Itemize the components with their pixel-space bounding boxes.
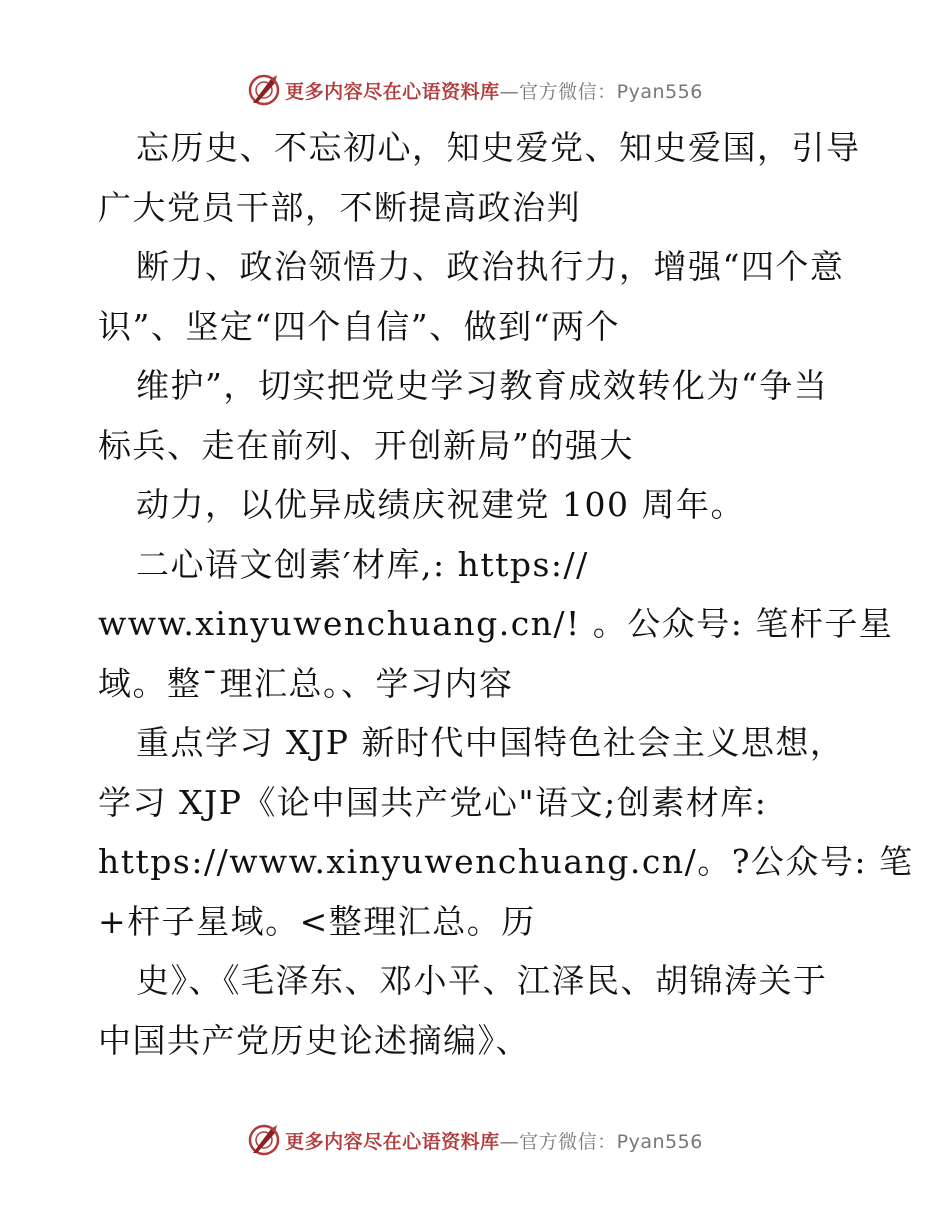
header-banner-dash: — (499, 80, 520, 103)
header-banner (0, 70, 950, 110)
text-line: https://www.xinyuwenchuang.cn/。?公众号: 笔 (98, 842, 914, 881)
text-line: 中国共产党历史论述摘编》、 (98, 1020, 530, 1060)
text-line: 域。整¯理汇总。、学习内容 (98, 663, 514, 703)
text-line: 标兵、走在前列、开创新局”的强大 (98, 425, 634, 465)
text-line: 断力、政治领悟力、政治执行力，增强“四个意 (136, 247, 845, 286)
text-line: +杆子星域。<整理汇总。历 (98, 901, 536, 941)
text-line: 学习 XJP《论中国共产党心"语文;创素材库: (98, 782, 768, 822)
text-line: 广大党员干部，不断提高政治判 (98, 187, 581, 227)
header-banner-sub: 官方微信：Pyan556 (519, 80, 703, 103)
text-line: 动力，以优异成绩庆祝建党 100 周年。 (136, 485, 745, 524)
header-banner-main: 更多内容尽在心语资料库 (285, 80, 500, 103)
header-banner-text (285, 77, 703, 104)
footer-banner-main: 更多内容尽在心语资料库 (285, 1130, 500, 1153)
text-line: 二心语文创素′材库,: https:// (136, 544, 589, 584)
text-line: 维护”，切实把党史学习教育成效转化为“争当 (136, 366, 829, 405)
text-line: 忘历史、不忘初心，知史爱党、知史爱国，引导 (136, 128, 861, 167)
text-line: 识”、坚定“四个自信”、做到“两个 (98, 306, 620, 346)
footer-banner-sub: 官方微信：Pyan556 (519, 1130, 703, 1153)
footer-banner-content (247, 1123, 703, 1157)
text-line: 重点学习 XJP 新时代中国特色社会主义思想， (136, 723, 845, 762)
text-line: 史》、《毛泽东、邓小平、江泽民、胡锦涛关于 (136, 961, 828, 1000)
document-body (98, 118, 914, 1070)
footer-banner-dash: — (499, 1130, 520, 1153)
footer-banner-text (285, 1127, 703, 1154)
quill-logo-icon (247, 1123, 281, 1157)
header-banner-content (247, 73, 703, 107)
quill-logo-icon (247, 73, 281, 107)
text-line: www.xinyuwenchuang.cn/! 。公众号: 笔杆子星 (98, 604, 894, 643)
footer-banner (0, 1120, 950, 1160)
